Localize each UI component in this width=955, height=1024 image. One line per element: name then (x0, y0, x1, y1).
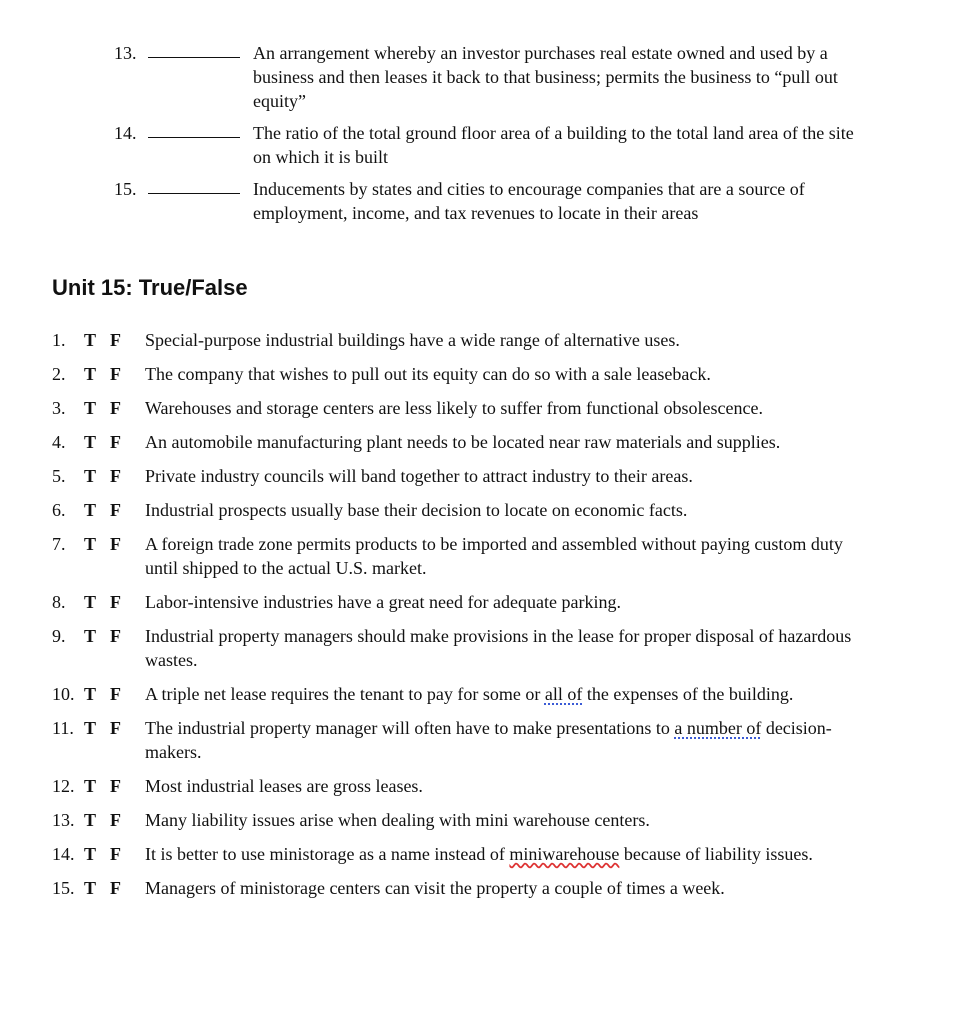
statement-text: Industrial prospects usually base their decision to locate on economic facts. (145, 500, 688, 520)
item-number: 8. (52, 592, 66, 612)
true-option[interactable]: T (84, 878, 97, 898)
true-false-item (0, 590, 955, 614)
true-option[interactable]: T (84, 330, 97, 350)
statement-text: Many liability issues arise when dealing with mini warehouse centers. (145, 810, 650, 830)
statement-part: the expenses of the building. (582, 684, 794, 704)
item-number: 5. (52, 466, 66, 486)
false-option[interactable]: F (110, 364, 121, 384)
item-number: 1. (52, 330, 66, 350)
statement-part: decision-makers. (145, 718, 832, 762)
true-false-item (0, 624, 955, 672)
matching-item (0, 41, 955, 113)
answer-blank[interactable] (148, 57, 240, 58)
item-number: 2. (52, 364, 66, 384)
statement-text (145, 682, 860, 706)
statement-text: Industrial property managers should make provisions in the lease for proper disposal of hazardous wastes. (145, 626, 852, 670)
true-option[interactable]: T (84, 466, 97, 486)
true-option[interactable]: T (84, 844, 97, 864)
statement-text: Managers of ministorage centers can visit the property a couple of times a week. (145, 878, 725, 898)
item-number: 13. (52, 810, 75, 830)
false-option[interactable]: F (110, 718, 121, 738)
true-false-item (0, 774, 955, 798)
true-false-item (0, 328, 955, 352)
false-option[interactable]: F (110, 684, 121, 704)
true-option[interactable]: T (84, 500, 97, 520)
false-option[interactable]: F (110, 878, 121, 898)
item-number: 15. (52, 878, 75, 898)
spelling-mark: miniwarehouse (509, 844, 620, 864)
item-number: 3. (52, 398, 66, 418)
item-number: 11. (52, 718, 74, 738)
true-false-item (0, 842, 955, 866)
false-option[interactable]: F (110, 466, 121, 486)
true-option[interactable]: T (84, 810, 97, 830)
true-option[interactable]: T (84, 684, 97, 704)
item-number: 4. (52, 432, 66, 452)
false-option[interactable]: F (110, 330, 121, 350)
false-option[interactable]: F (110, 500, 121, 520)
true-option[interactable]: T (84, 432, 97, 452)
false-option[interactable]: F (110, 776, 121, 796)
answer-blank[interactable] (148, 193, 240, 194)
true-false-item (0, 716, 955, 764)
item-number: 15. (114, 179, 137, 199)
statement-text: Most industrial leases are gross leases. (145, 776, 423, 796)
true-false-item (0, 464, 955, 488)
statement-part: The industrial property manager will often have to make presentations to (145, 718, 675, 738)
statement-part: It is better to use ministorage as a name instead of (145, 844, 510, 864)
statement-part: because of liability issues. (619, 844, 813, 864)
true-false-item (0, 362, 955, 386)
true-option[interactable]: T (84, 398, 97, 418)
item-number: 6. (52, 500, 66, 520)
true-option[interactable]: T (84, 718, 97, 738)
true-false-item (0, 498, 955, 522)
statement-text: Warehouses and storage centers are less likely to suffer from functional obsolescence. (145, 398, 763, 418)
true-option[interactable]: T (84, 626, 97, 646)
definition-text: An arrangement whereby an investor purchases real estate owned and used by a business and then leases it back to that business; permits the business to “pull out equity” (253, 43, 838, 111)
matching-item (0, 121, 955, 169)
item-number: 13. (114, 43, 137, 63)
answer-blank[interactable] (148, 137, 240, 138)
matching-item (0, 177, 955, 225)
item-number: 12. (52, 776, 75, 796)
true-option[interactable]: T (84, 364, 97, 384)
true-option[interactable]: T (84, 776, 97, 796)
false-option[interactable]: F (110, 844, 121, 864)
statement-text: The company that wishes to pull out its equity can do so with a sale leaseback. (145, 364, 711, 384)
definition-text: Inducements by states and cities to encourage companies that are a source of employment, income, and tax revenues to locate in their areas (253, 179, 805, 223)
false-option[interactable]: F (110, 534, 121, 554)
grammar-mark: a number of (674, 718, 762, 738)
statement-text (145, 716, 860, 764)
false-option[interactable]: F (110, 432, 121, 452)
true-false-item (0, 808, 955, 832)
true-option[interactable]: T (84, 534, 97, 554)
statement-text: Special-purpose industrial buildings have a wide range of alternative uses. (145, 330, 680, 350)
item-number: 7. (52, 534, 66, 554)
item-number: 14. (114, 123, 137, 143)
definition-text: The ratio of the total ground floor area of a building to the total land area of the site on which it is built (253, 123, 854, 167)
statement-text: A foreign trade zone permits products to be imported and assembled without paying custom duty until shipped to the actual U.S. market. (145, 534, 843, 578)
true-false-section (0, 328, 955, 910)
true-false-item (0, 876, 955, 900)
item-number: 14. (52, 844, 75, 864)
matching-section (0, 41, 955, 233)
true-false-item (0, 396, 955, 420)
true-false-item (0, 430, 955, 454)
item-number: 10. (52, 684, 75, 704)
statement-text: Private industry councils will band together to attract industry to their areas. (145, 466, 693, 486)
statement-part: A triple net lease requires the tenant to pay for some or (145, 684, 545, 704)
item-number: 9. (52, 626, 66, 646)
false-option[interactable]: F (110, 810, 121, 830)
false-option[interactable]: F (110, 592, 121, 612)
false-option[interactable]: F (110, 398, 121, 418)
statement-text: Labor-intensive industries have a great need for adequate parking. (145, 592, 621, 612)
true-false-item (0, 532, 955, 580)
statement-text: An automobile manufacturing plant needs to be located near raw materials and supplies. (145, 432, 781, 452)
grammar-mark: all of (544, 684, 583, 704)
true-false-item (0, 682, 955, 706)
section-heading: Unit 15: True/False (52, 275, 248, 300)
statement-text (145, 842, 860, 866)
false-option[interactable]: F (110, 626, 121, 646)
true-option[interactable]: T (84, 592, 97, 612)
